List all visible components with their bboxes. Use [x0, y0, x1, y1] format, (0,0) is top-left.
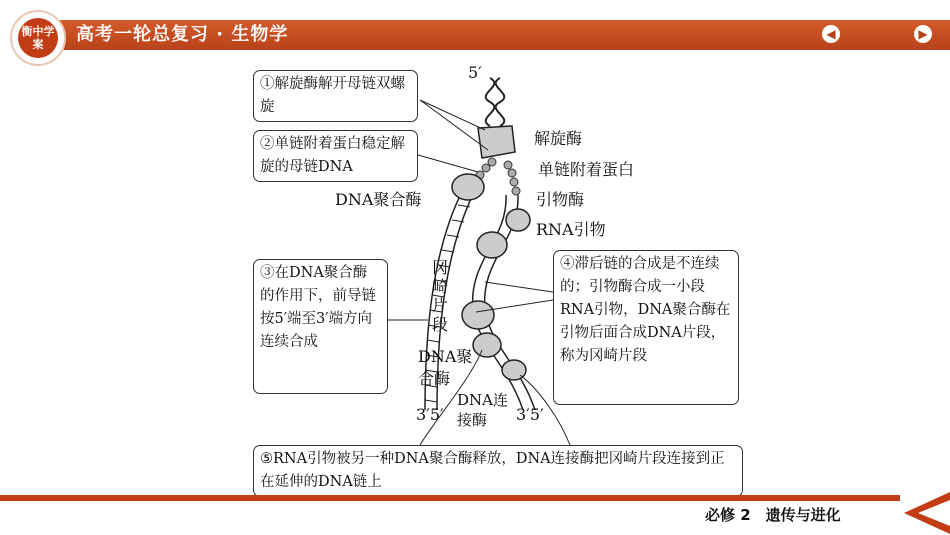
callout-box-1: ①解旋酶解开母链双螺旋	[253, 70, 418, 122]
callout-box-3: ③在DNA聚合酶的作用下，前导链按5′端至3′端方向连续合成	[253, 259, 388, 394]
dna-polymerase-left	[452, 174, 484, 200]
chevron-left-icon: ◀	[826, 27, 836, 41]
footer-line	[0, 495, 900, 501]
label-ssb: 单链附着蛋白	[538, 160, 635, 179]
label-helicase: 解旋酶	[534, 129, 583, 148]
callout-box-2: ②单链附着蛋白稳定解旋的母链DNA	[253, 130, 418, 182]
label-primase: 引物酶	[536, 190, 585, 209]
label-dna-polymerase-mid: DNA聚合酶	[418, 347, 473, 388]
label-end-left: 3′5′	[416, 405, 444, 424]
label-okazaki: 冈崎片段	[432, 258, 449, 334]
label-dna-polymerase-left: DNA聚合酶	[335, 190, 422, 209]
callout-box-4: ④滞后链的合成是不连续的；引物酶合成一小段RNA引物，DNA聚合酶在引物后面合成DNA片段，称为冈崎片段	[553, 250, 739, 405]
footer-arrow-icon	[892, 492, 950, 534]
label-five-prime-top: 5′	[468, 63, 482, 82]
label-end-right: 3′5′	[516, 405, 544, 424]
lagging-polymerase-1	[477, 232, 507, 258]
label-ligase: DNA连接酶	[457, 391, 508, 429]
chevron-right-icon: ▶	[918, 27, 928, 41]
logo-text: 衡中学案	[18, 18, 58, 58]
lagging-polymerase-2	[462, 301, 494, 329]
helicase-shape	[478, 126, 515, 158]
callout-box-5: ⑤RNA引物被另一种DNA聚合酶释放，DNA连接酶把冈崎片段连接到正在延伸的DNA链上	[253, 445, 743, 497]
page-title: 高考一轮总复习 · 生物学	[76, 24, 289, 45]
lagging-polymerase-3	[473, 333, 501, 357]
footer-text: 必修 2 遗传与进化	[705, 506, 841, 524]
parental-helix	[486, 78, 505, 126]
primase-shape	[506, 209, 530, 231]
label-rna-primer: RNA引物	[536, 220, 606, 239]
